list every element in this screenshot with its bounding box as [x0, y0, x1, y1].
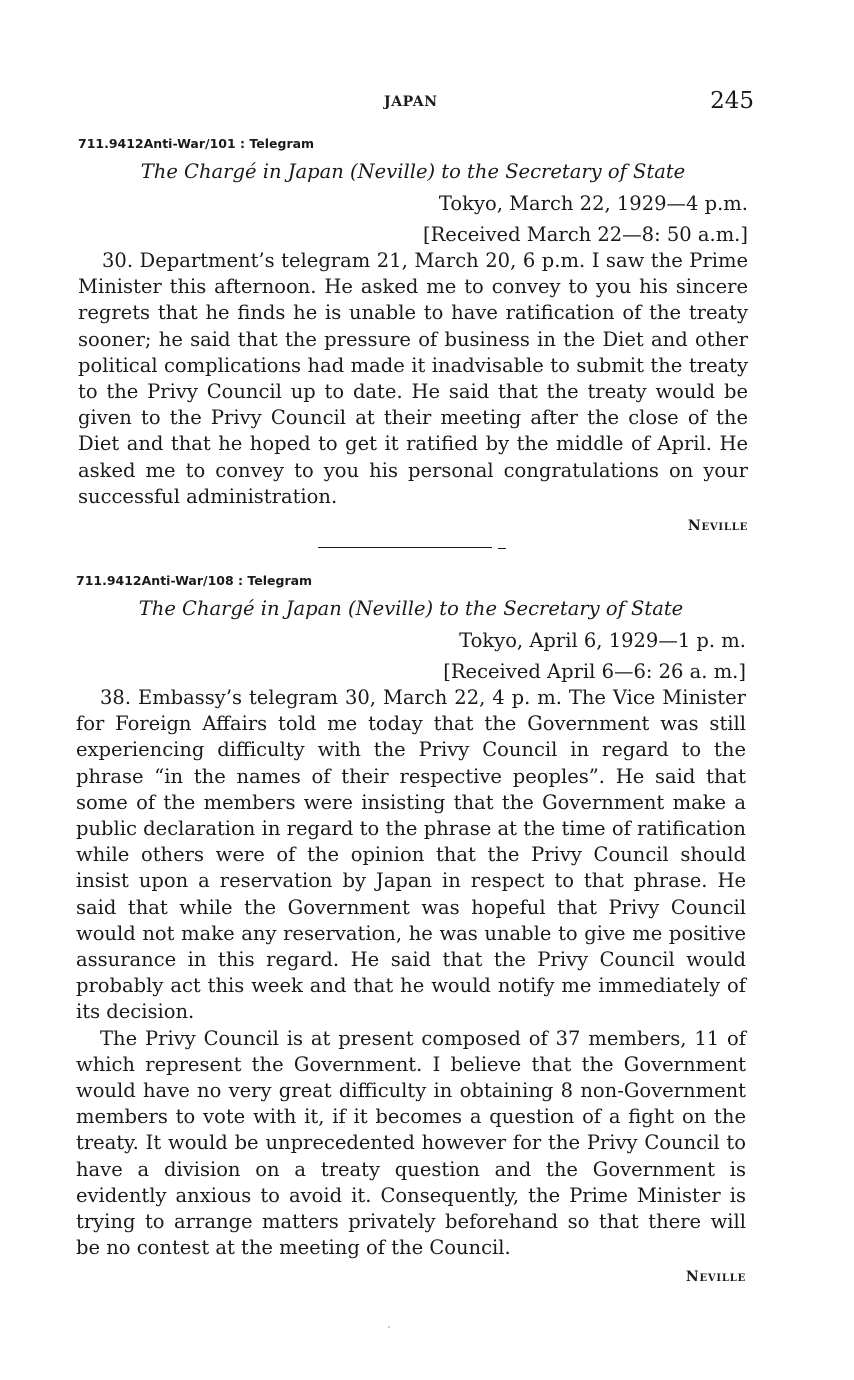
signature: Neville — [687, 518, 748, 535]
page-number: 245 — [710, 88, 754, 114]
received-line: [Received April 6—6: 26 a. m.] — [443, 660, 746, 683]
dateline: Tokyo, March 22, 1929—4 p.m. — [438, 192, 748, 215]
section-divider-tick — [498, 548, 506, 549]
telegram-heading: The Chargé in Japan (Neville) to the Secretary of State — [140, 160, 686, 183]
dateline: Tokyo, April 6, 1929—1 p. m. — [459, 629, 746, 652]
file-reference: 711.9412Anti-War/108 : Telegram — [76, 573, 313, 588]
scan-speck — [388, 1326, 390, 1328]
body-paragraph: 38. Embassy’s telegram 30, March 22, 4 p. m. The Vice Minister for Foreign Affairs told me today that the Government was still experiencing difficulty with the Privy Council in regard to the phrase “in the names of their respective peoples”. He said that some of the members were insisting that the Government make a public declaration in regard to the phrase at the time of ratification while others were of the opinion that the Privy Council should insist upon a reservation by Japan in respect to that phrase. He said that while the Government was hopeful that Privy Council would not make any reservation, he was unable to give me positive assurance in this regard. He said that the Privy Council would probably act this week and that he would notify me immediately of its decision. — [76, 686, 746, 1024]
signature: Neville — [685, 1269, 746, 1286]
body-paragraph: 30. Department’s telegram 21, March 20, 6 p.m. I saw the Prime Minister this afternoon. He asked me to convey to you his sincere regrets that he finds he is unable to have ratification of the treaty sooner; he said that the pressure of business in the Diet and other political complications had made it inadvisable to submit the treaty to the Privy Council up to date. He said that the treaty would be given to the Privy Council at their meeting after the close of the Diet and that he hoped to get it ratified by the middle of April. He asked me to convey to you his personal congratulations on your successful administration. — [78, 249, 748, 508]
body-paragraph: The Privy Council is at present composed of 37 members, 11 of which represent the Government. I believe that the Government would have no very great difficulty in obtaining 8 non-Government members to vote with it, if it becomes a question of a fight on the treaty. It would be unprecedented however for the Privy Council to have a division on a treaty question and the Government is evidently anxious to avoid it. Consequently, the Prime Minister is trying to arrange matters privately beforehand so that there will be no contest at the meeting of the Council. — [76, 1026, 746, 1260]
received-line: [Received March 22—8: 50 a.m.] — [423, 223, 748, 246]
section-divider — [318, 547, 492, 548]
telegram-entry-2 — [76, 573, 746, 1285]
running-header — [0, 88, 854, 118]
file-reference: 711.9412Anti-War/101 : Telegram — [78, 136, 315, 151]
running-title: JAPAN — [384, 94, 438, 110]
telegram-entry-1 — [78, 136, 748, 534]
telegram-heading: The Chargé in Japan (Neville) to the Secretary of State — [138, 597, 684, 620]
